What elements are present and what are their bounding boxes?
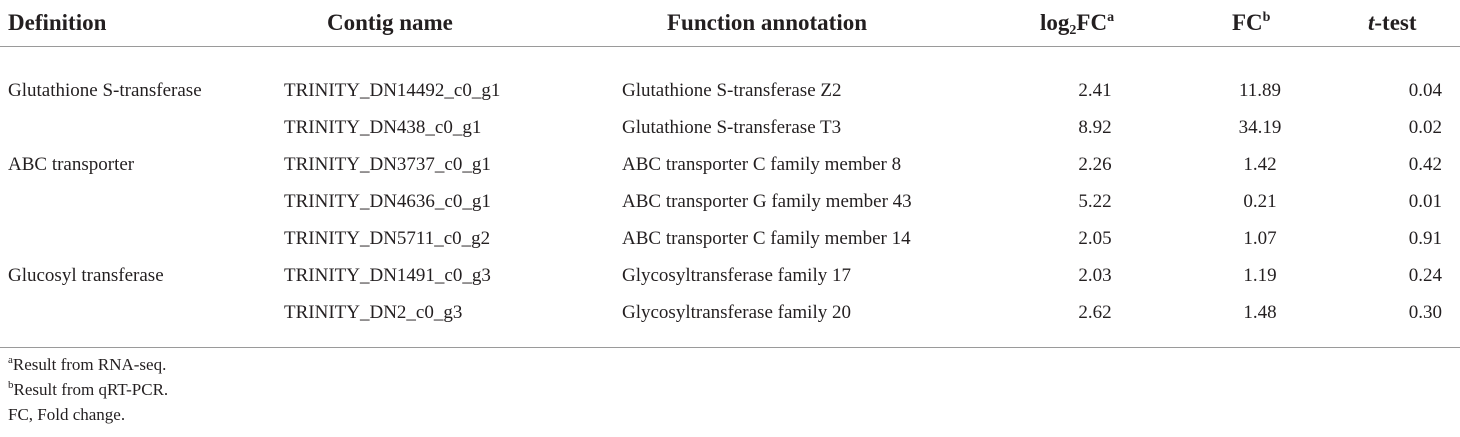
row-7-ttest: 0.30 (1408, 302, 1442, 323)
row-6-contig: TRINITY_DN1491_c0_g3 (284, 265, 491, 286)
row-3-contig: TRINITY_DN3737_c0_g1 (284, 154, 491, 175)
row-5-function: ABC transporter C family member 14 (622, 228, 911, 249)
header-definition: Definition (8, 10, 107, 35)
row-2-ttest: 0.02 (1408, 117, 1442, 138)
table-body (0, 47, 1460, 348)
row-3-function: ABC transporter C family member 8 (622, 154, 902, 175)
row-7-log2fc: 2.62 (1078, 302, 1112, 323)
row-2-fc: 34.19 (1238, 117, 1282, 138)
row-5-fc: 1.07 (1243, 228, 1277, 249)
footnote-fc (8, 402, 168, 427)
header-contig-name: Contig name (327, 10, 453, 35)
row-6-fc: 1.19 (1243, 265, 1277, 286)
row-5-log2fc: 2.05 (1078, 228, 1112, 249)
row-3-fc: 1.42 (1243, 154, 1277, 175)
header-log2fc (1040, 8, 1114, 38)
row-7-contig: TRINITY_DN2_c0_g3 (284, 302, 463, 323)
row-4-log2fc: 5.22 (1078, 191, 1112, 212)
row-3-ttest: 0.42 (1408, 154, 1442, 175)
table-footnotes (8, 352, 168, 427)
row-3-log2fc: 2.26 (1078, 154, 1112, 175)
row-1-log2fc: 2.41 (1078, 80, 1112, 101)
footnote-fc-text: FC, Fold change. (8, 405, 126, 424)
row-1-ttest: 0.04 (1408, 80, 1442, 101)
header-log2fc-superscript: a (1107, 10, 1115, 25)
footnote-b (8, 377, 168, 402)
footnote-b-text: Result from qRT-PCR. (13, 380, 169, 399)
row-4-fc: 0.21 (1243, 191, 1277, 212)
header-ttest-tail: -test (1374, 10, 1417, 35)
header-fc-label: FC (1232, 10, 1263, 35)
footnote-a-mark: a (8, 354, 13, 366)
row-3-definition: ABC transporter (8, 154, 135, 175)
row-4-ttest: 0.01 (1408, 191, 1442, 212)
header-fc-superscript: b (1262, 10, 1271, 25)
footnote-b-mark: b (8, 379, 14, 391)
header-function-annotation: Function annotation (667, 10, 868, 35)
row-1-definition: Glutathione S-transferase (8, 80, 202, 101)
row-6-log2fc: 2.03 (1078, 265, 1112, 286)
header-ttest-italic: t (1368, 10, 1375, 35)
header-fc (1232, 8, 1270, 38)
header-log2fc-tail: FC (1076, 10, 1108, 35)
row-1-function: Glutathione S-transferase Z2 (622, 80, 842, 101)
header-log2fc-base: log (1040, 10, 1070, 35)
footnote-a (8, 352, 168, 377)
row-5-contig: TRINITY_DN5711_c0_g2 (284, 228, 491, 249)
row-2-function: Glutathione S-transferase T3 (622, 117, 842, 138)
table-header-row (0, 0, 1460, 47)
header-ttest (1368, 8, 1417, 38)
header-log2fc-subscript: 2 (1069, 23, 1077, 38)
row-4-function: ABC transporter G family member 43 (622, 191, 912, 212)
row-6-function: Glycosyltransferase family 17 (622, 265, 851, 286)
row-2-log2fc: 8.92 (1078, 117, 1112, 138)
row-2-contig: TRINITY_DN438_c0_g1 (284, 117, 482, 138)
row-1-fc: 11.89 (1238, 80, 1282, 101)
row-7-fc: 1.48 (1243, 302, 1277, 323)
row-1-contig: TRINITY_DN14492_c0_g1 (284, 80, 501, 101)
row-5-ttest: 0.91 (1408, 228, 1442, 249)
row-6-definition: Glucosyl transferase (8, 265, 164, 286)
footnote-a-text: Result from RNA-seq. (12, 355, 167, 374)
row-7-function: Glycosyltransferase family 20 (622, 302, 851, 323)
row-6-ttest: 0.24 (1408, 265, 1442, 286)
row-4-contig: TRINITY_DN4636_c0_g1 (284, 191, 491, 212)
